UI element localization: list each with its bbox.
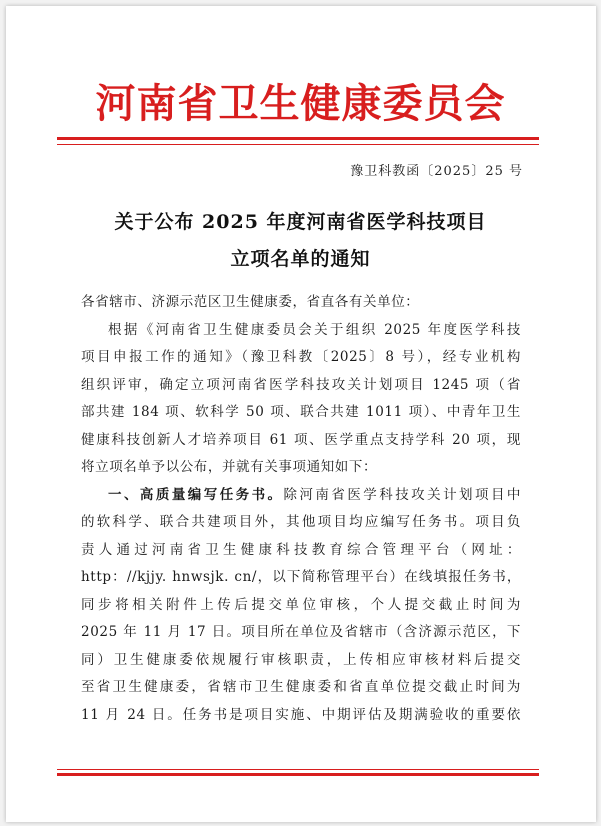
section1-line: http：//kjjy. hnwsjk. cn/，以下简称管理平台）在线填报任务书， (81, 569, 521, 585)
footer-rule-thick (57, 773, 539, 776)
notice-title-line2: 立项名单的通知 (230, 248, 371, 270)
paragraph1-line: 将立项名单予以公布，并就有关事项通知如下： (81, 459, 378, 475)
header-rule-thin (57, 144, 539, 145)
notice-body (81, 289, 521, 729)
paragraph1-line: 根据《河南省卫生健康委员会关于组织 2025 年度医学科技 (108, 321, 521, 338)
paragraph1-line: 组织评审，确定立项河南省医学科技攻关计划项目 1245 项（省 (81, 376, 521, 393)
paragraph1-line: 健康科技创新人才培养项目 61 项、医学重点支持学科 20 项，现 (81, 431, 521, 448)
header-rule-thick (57, 137, 539, 140)
section1-heading: 一、高质量编写任务书。 (108, 486, 284, 503)
document-number: 豫卫科教函〔2025〕25 号 (350, 164, 523, 179)
footer-rule-thin (57, 769, 539, 770)
salutation: 各省辖市、济源示范区卫生健康委，省直各有关单位： (81, 294, 420, 310)
agency-header: 河南省卫生健康委员会 (95, 80, 506, 127)
section1-line: 同）卫生健康委依规履行审核职责，上传相应审核材料后提交 (81, 651, 521, 668)
paragraph1-line: 部共建 184 项、软科学 50 项、联合共建 1011 项）、中青年卫生 (81, 404, 521, 420)
section1-line: 11 月 24 日。任务书是项目实施、中期评估及期满验收的重要依 (81, 706, 521, 723)
paragraph1-line: 项目申报工作的通知》（豫卫科教〔2025〕8 号），经专业机构 (81, 349, 521, 365)
section1-line: 的软科学、联合共建项目外，其他项目均应编写任务书。项目负 (81, 514, 521, 530)
section1-line: 责人通过河南省卫生健康科技教育综合管理平台（网址： (81, 541, 521, 558)
section1-line: 至省卫生健康委，省辖市卫生健康委和省直单位提交截止时间为 (81, 679, 521, 695)
section1-first-line (81, 482, 521, 510)
section1-first-line-text: 除河南省医学科技攻关计划项目中 (283, 486, 521, 503)
notice-title-line1: 关于公布 2025 年度河南省医学科技项目 (114, 211, 487, 233)
section1-line: 同步将相关附件上传后提交单位审核，个人提交截止时间为 (81, 596, 521, 613)
section1-line: 2025 年 11 月 17 日。项目所在单位及省辖市（含济源示范区，下 (81, 624, 521, 640)
